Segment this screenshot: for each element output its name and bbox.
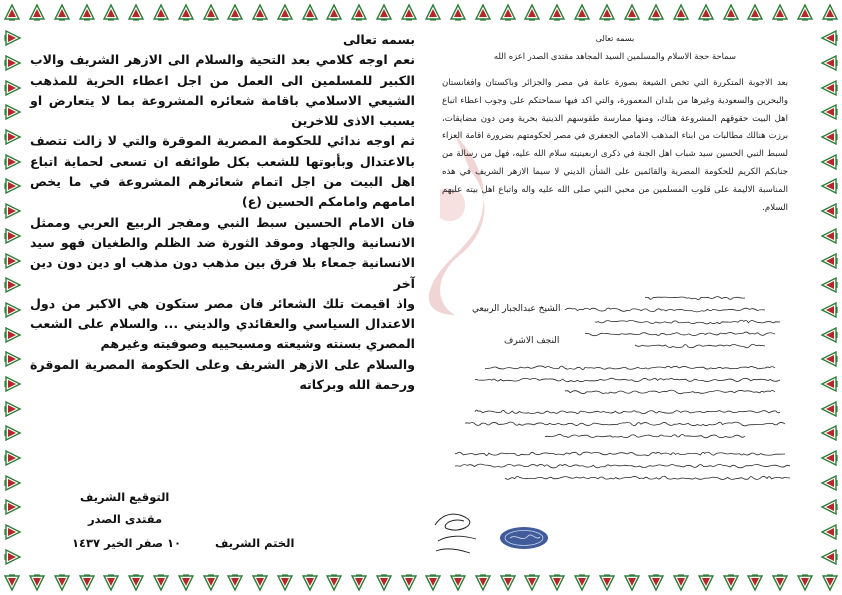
handwriting-stroke (565, 308, 765, 312)
ornamental-border-top (0, 0, 842, 26)
border-ornament (520, 569, 545, 595)
border-ornament (644, 569, 669, 595)
border-ornament (818, 544, 842, 569)
border-ornament (619, 0, 644, 26)
border-ornament (818, 298, 842, 323)
border-ornament (173, 0, 198, 26)
border-ornament (818, 446, 842, 471)
border-ornament (99, 569, 124, 595)
border-ornament (0, 544, 24, 569)
statement-paragraph: ثم اوجه ندائي للحكومة المصرية الموقرة والتي لا زالت تتصف بالاعتدال وبأبوتها للشعب بكل طوائفه ان تسعى لحماية اتباع اهل البيت من اجل اتمام شعائرهم المشروعة في ما يخص امامهم وامامكم الحسين (ع) (30, 133, 415, 210)
border-ornament (347, 569, 372, 595)
border-ornament (124, 569, 149, 595)
border-ornament (50, 569, 75, 595)
border-ornament (818, 396, 842, 421)
ornamental-border-left (0, 26, 24, 569)
border-ornament (74, 0, 99, 26)
border-ornament (124, 0, 149, 26)
signature-date: ١٠ صفر الخير ١٤٣٧ (72, 536, 182, 550)
border-ornament (0, 224, 24, 249)
border-ornament (768, 569, 793, 595)
border-ornament (793, 0, 818, 26)
border-ornament (0, 520, 24, 545)
border-ornament (322, 0, 347, 26)
border-ornament (396, 569, 421, 595)
border-ornament (743, 569, 768, 595)
border-ornament (818, 421, 842, 446)
border-ornament (818, 322, 842, 347)
border-ornament (297, 0, 322, 26)
border-ornament (471, 569, 496, 595)
handwriting-stroke (475, 410, 780, 414)
border-ornament (818, 347, 842, 372)
border-ornament (768, 0, 793, 26)
border-ornament (818, 174, 842, 199)
ornamental-border-right (818, 26, 842, 569)
border-ornament (495, 0, 520, 26)
seal-label: الختم الشريف (215, 536, 295, 550)
border-ornament (718, 0, 743, 26)
border-ornament (99, 0, 124, 26)
border-ornament (149, 0, 174, 26)
statement-basmala: بسمه تعالى (342, 32, 415, 47)
border-ornament (570, 569, 595, 595)
border-ornament (817, 569, 842, 595)
border-ornament (74, 569, 99, 595)
border-ornament (0, 396, 24, 421)
border-ornament (223, 0, 248, 26)
border-ornament (396, 0, 421, 26)
border-ornament (25, 569, 50, 595)
handwriting-stroke (455, 452, 785, 456)
border-ornament (0, 322, 24, 347)
border-ornament (818, 149, 842, 174)
border-ornament (248, 569, 273, 595)
border-ornament (248, 0, 273, 26)
border-ornament (0, 470, 24, 495)
border-ornament (594, 0, 619, 26)
border-ornament (693, 0, 718, 26)
border-ornament (818, 75, 842, 100)
border-ornament (0, 199, 24, 224)
border-ornament (644, 0, 669, 26)
border-ornament (421, 0, 446, 26)
border-ornament (818, 273, 842, 298)
border-ornament (50, 0, 75, 26)
border-ornament (817, 0, 842, 26)
border-ornament (272, 0, 297, 26)
border-ornament (818, 125, 842, 150)
border-ornament (0, 569, 25, 595)
handwritten-signature (430, 505, 485, 560)
border-ornament (0, 372, 24, 397)
statement-paragraph: واذ اقيمت تلك الشعائر فان مصر ستكون هي الاكبر من دول الاعتدال السياسي والعقائدي والديني ... والسلام على الشعب المصري بسنته وشيعته ومسيحييه وصوفيته وغيرهم (30, 295, 415, 352)
border-ornament (793, 569, 818, 595)
border-ornament (272, 569, 297, 595)
letter-address: سماحة حجة الاسلام والمسلمين السيد المجاهد مقتدى الصدر اعزه الله (493, 51, 737, 61)
border-ornament (619, 569, 644, 595)
border-ornament (471, 0, 496, 26)
border-ornament (25, 0, 50, 26)
border-ornament (371, 569, 396, 595)
border-ornament (322, 569, 347, 595)
handwriting-stroke (595, 320, 780, 324)
border-ornament (818, 470, 842, 495)
border-ornament (0, 100, 24, 125)
border-ornament (0, 347, 24, 372)
ornamental-border-bottom (0, 569, 842, 595)
border-ornament (0, 273, 24, 298)
border-ornament (743, 0, 768, 26)
handwriting-stroke (635, 344, 765, 348)
border-ornament (570, 0, 595, 26)
border-ornament (0, 149, 24, 174)
border-ornament (149, 569, 174, 595)
signature-title: التوقيع الشريف (80, 490, 170, 504)
border-ornament (0, 298, 24, 323)
border-ornament (0, 421, 24, 446)
signature-block (40, 490, 295, 560)
handwriting-stroke (505, 476, 790, 479)
border-ornament (371, 0, 396, 26)
statement-text (30, 30, 415, 550)
letter-body: بعد الاجوبة المتكررة التي تخص الشيعة بصورة عامة في مصر والجزائر وباكستان وافغانستان والبحرين والسعودية وغيرها من بلدان المعمورة، والتي اكد فيها سماحتكم على وجوب اعطاء اتباع اهل البيت حقوقهم المشروعة هناك، ومنها ممارسة طقوسهم الدينية بحرية ومن دون مضايقات، برزت هنالك مطالبات من ابناء المذهب الامامي الجعفري في مصر لحكومتهم بضرورة اقامة العزاء لسبط النبي الحسين سيد شباب اهل الجنة في ذكرى اربعينيته سلام الله عليه، فهل من رسالة من جنابكم الكريم للحكومة المصرية والقائمين على الشأن الديني لا سيما الازهر الشريف في هذه المناسبة الاليمة على قلوب المسلمين من محبي النبي صلى الله عليه واله واتباع اهل بيته عليهم السلام. (442, 78, 788, 213)
border-ornament (818, 248, 842, 273)
border-ornament (818, 26, 842, 51)
border-ornament (818, 520, 842, 545)
border-ornament (297, 569, 322, 595)
border-ornament (818, 495, 842, 520)
border-ornament (0, 248, 24, 273)
border-ornament (223, 569, 248, 595)
seal-stamp (498, 525, 550, 551)
letter-basmala: بسمه تعالى (595, 34, 635, 43)
border-ornament (818, 100, 842, 125)
handwriting-stroke (645, 297, 745, 300)
border-ornament (347, 0, 372, 26)
statement-paragraph: والسلام على الازهر الشريف وعلى الحكومة المصرية الموقرة ورحمة الله وبركاته (30, 356, 415, 393)
letter-place: النجف الاشرف (504, 336, 560, 346)
border-ornament (0, 125, 24, 150)
border-ornament (594, 569, 619, 595)
border-ornament (818, 372, 842, 397)
border-ornament (818, 224, 842, 249)
border-ornament (495, 569, 520, 595)
border-ornament (0, 26, 24, 51)
border-ornament (718, 569, 743, 595)
border-ornament (0, 75, 24, 100)
border-ornament (669, 0, 694, 26)
border-ornament (693, 569, 718, 595)
handwriting-stroke (545, 434, 745, 437)
handwriting-stroke (475, 378, 780, 381)
letter-sender: الشيخ عبدالجبار الربيعي (472, 304, 561, 314)
border-ornament (545, 0, 570, 26)
border-ornament (0, 0, 25, 26)
handwriting-stroke (465, 422, 785, 426)
border-ornament (818, 199, 842, 224)
handwriting-stroke (485, 366, 775, 370)
border-ornament (446, 569, 471, 595)
border-ornament (421, 569, 446, 595)
handwriting-stroke (455, 464, 790, 468)
border-ornament (198, 0, 223, 26)
border-ornament (0, 495, 24, 520)
border-ornament (818, 51, 842, 76)
border-ornament (669, 569, 694, 595)
border-ornament (173, 569, 198, 595)
signature-name: مقتدى الصدر (88, 512, 163, 526)
border-ornament (520, 0, 545, 26)
border-ornament (0, 446, 24, 471)
border-ornament (0, 51, 24, 76)
border-ornament (198, 569, 223, 595)
handwriting-stroke (565, 390, 775, 394)
statement-paragraph: فان الامام الحسين سبط النبي ومفجر الربيع العربي وممثل الانسانية والجهاد وموقد الثورة ضد الظلم والطغيان فهو سيد الانسانية جمعاء بلا فرق بين مذهب دون مذهب او دين دون دين آخر (30, 214, 415, 291)
border-ornament (0, 174, 24, 199)
border-ornament (446, 0, 471, 26)
statement-paragraph: نعم اوجه كلامي بعد التحية والسلام الى الازهر الشريف والاب الكبير للمسلمين الى العمل من اجل اعطاء الحرية للمذهب الشيعي الاسلامي باقامة شعائره المشروعة بما لا يتعارض او يسبب الاذى للاخرين (30, 52, 415, 129)
handwritten-reply (445, 292, 790, 487)
border-ornament (545, 569, 570, 595)
handwriting-stroke (585, 332, 775, 336)
